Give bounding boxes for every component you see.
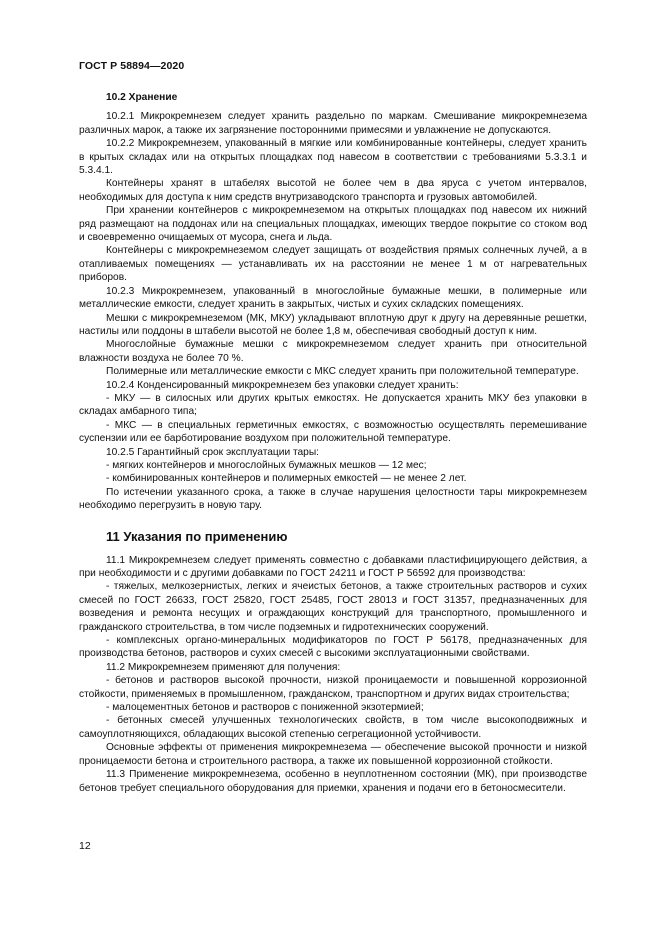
list-item-soft-containers: - мягких контейнеров и многослойных бумажных мешков — 12 мес; xyxy=(106,459,427,471)
list-item-mks: - МКС — в специальных герметичных емкостях, с возможностью осуществлять перемешивание суспензии или ее барботирование воздухом при положительной температуре. xyxy=(79,419,587,445)
paragraph-reload: По истечении указанного срока, а также в случае нарушения целостности тары микрокремнезем необходимо перегрузить в новую тару. xyxy=(79,486,587,512)
paragraph-sun-protection: Контейнеры с микрокремнеземом следует защищать от воздействия прямых солнечных лучей, а в отапливаемых помещениях — устанавливать их на расстоянии не менее 1 м от нагревательных приборов. xyxy=(79,245,587,284)
section-11-heading: 11 Указания по применению xyxy=(106,528,288,544)
paragraph-humidity: Многослойные бумажные мешки с микрокремнеземом следует хранить при относительной влажности воздуха не более 70 %. xyxy=(79,339,587,364)
document-code-header: ГОСТ Р 58894—2020 xyxy=(79,60,185,72)
paragraph-10-2-1: 10.2.1 Микрокремнезем следует хранить раздельно по маркам. Смешивание микрокремнезема различных марок, а также их загрязнение посторонними примесями и увлажнение не допускаются. xyxy=(79,111,587,136)
paragraph-11-1: 11.1 Микрокремнезем следует применять совместно с добавками пластифицирующего действия, а при необходимости и с другими добавками по ГОСТ 24211 и ГОСТ Р 56592 для производства: xyxy=(79,554,587,579)
paragraph-open-storage: При хранении контейнеров с микрокремнеземом на открытых площадках под навесом их нижний ряд размещают на поддонах или на специальных площадках, имеющих твердое покрытие со стоком вод и своевременно очищаемых от мусора, снега и льда. xyxy=(79,205,587,244)
list-item-modifiers: - комплексных органо-минеральных модификаторов по ГОСТ Р 56178, предназначенных для производства бетонов, растворов и сухих смесей с высокими эксплуатационными свойствами. xyxy=(79,635,587,660)
list-item-low-cement: - малоцементных бетонов и растворов с пониженной экзотермией; xyxy=(106,702,424,714)
list-item-concretes: - тяжелых, мелкозернистых, легких и ячеистых бетонов, а также строительных растворов и сухих смесей по ГОСТ 26633, ГОСТ 25820, ГОСТ 25485, ГОСТ 28013 и ГОСТ 31357, предназначенных для возведения и ремонта несущих и ограждающих конструкций для транспортного, промышленного и гражданского строительства, в том числе подземных и гидротехнических сооружений. xyxy=(79,581,587,633)
paragraph-mks-storage: Полимерные или металлические емкости с МКС следует хранить при положительной температуре. xyxy=(106,366,579,378)
paragraph-10-2-4: 10.2.4 Конденсированный микрокремнезем без упаковки следует хранить: xyxy=(106,379,459,391)
paragraph-10-2-5: 10.2.5 Гарантийный срок эксплуатации тары: xyxy=(106,446,319,458)
paragraph-11-2: 11.2 Микрокремнезем применяют для получения: xyxy=(106,661,341,673)
section-10-2-heading: 10.2 Хранение xyxy=(106,92,178,103)
list-item-improved-mixes: - бетонных смесей улучшенных технологических свойств, в том числе высокоподвижных и самоуплотняющихся, обладающих высокой степенью сегрегационной устойчивости. xyxy=(79,715,587,740)
list-item-high-strength: - бетонов и растворов высокой прочности, низкой проницаемости и повышенной коррозионной стойкости, применяемых в промышленном, гражданском, транспортном и других видах строительства; xyxy=(79,675,587,700)
page-number: 12 xyxy=(79,840,91,852)
paragraph-main-effects: Основные эффекты от применения микрокремнезема — обеспечение высокой прочности и низкой проницаемости бетона и строительного раствора, а также их повышенной коррозионной стойкости. xyxy=(79,742,587,767)
page-content xyxy=(79,91,587,795)
paragraph-containers-stacking: Контейнеры хранят в штабелях высотой не более чем в два яруса с учетом интервалов, необходимых для доступа к ним средств внутризаводского транспорта и грузовых автомобилей. xyxy=(79,178,587,203)
paragraph-10-2-2: 10.2.2 Микрокремнезем, упакованный в мягкие или комбинированные контейнеры, следует хранить в крытых складах или на открытых площадках под навесом в соответствии с требованиями 5.3.3.1 и 5.3.4.1. xyxy=(79,138,587,177)
list-item-combined-containers: - комбинированных контейнеров и полимерных емкостей — не менее 2 лет. xyxy=(106,473,467,485)
paragraph-11-3: 11.3 Применение микрокремнезема, особенно в неуплотненном состоянии (МК), при производстве бетонов требует специального оборудования для приемки, хранения и подачи его в бетоносмесители. xyxy=(79,769,587,794)
list-item-mku: - МКУ — в силосных или других крытых емкостях. Не допускается хранить МКУ без упаковки в складах амбарного типа; xyxy=(79,392,587,418)
paragraph-10-2-3: 10.2.3 Микрокремнезем, упакованный в многослойные бумажные мешки, в полимерные или металлические емкости, следует хранить в закрытых, чистых и сухих складских помещениях. xyxy=(79,285,587,311)
paragraph-bags-stacking: Мешки с микрокремнеземом (МК, МКУ) укладывают вплотную друг к другу на деревянные решетки, настилы или поддоны в штабели высотой не более 1,8 м, обеспечивая свободный доступ к ним. xyxy=(79,312,587,337)
